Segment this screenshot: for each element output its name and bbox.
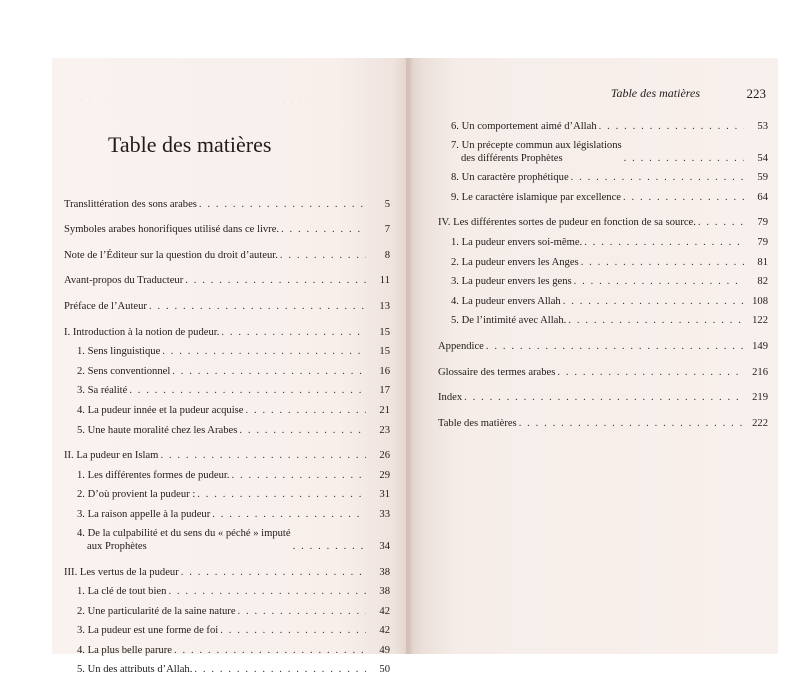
toc-entry bbox=[64, 482, 390, 502]
toc-entry-text: 6. Un comportement aimé d’Allah bbox=[451, 120, 597, 132]
toc-entry-page: 11 bbox=[379, 275, 390, 287]
toc-entry bbox=[438, 184, 768, 204]
toc-entry-text: Avant-propos du Traducteur bbox=[64, 275, 184, 287]
toc-entry-page: 53 bbox=[757, 120, 768, 132]
toc-entry-page: 29 bbox=[379, 469, 390, 481]
toc-entry bbox=[438, 249, 768, 269]
toc-entry-page: 222 bbox=[752, 417, 768, 429]
toc-entry bbox=[438, 210, 768, 230]
toc-entry bbox=[64, 521, 390, 553]
dot-leader bbox=[624, 152, 744, 165]
toc-list-left bbox=[64, 191, 390, 676]
book-spine bbox=[406, 58, 412, 654]
dot-leader bbox=[280, 249, 366, 262]
toc-entry-page: 34 bbox=[379, 540, 390, 552]
toc-entry-page: 16 bbox=[379, 365, 390, 377]
page-number: 223 bbox=[746, 86, 766, 101]
dot-leader bbox=[149, 300, 366, 313]
toc-entry-page: 42 bbox=[379, 625, 390, 637]
toc-entry-text-line: 4. De la culpabilité et du sens du « péché » imputé bbox=[77, 527, 291, 539]
toc-entry-text: 1. La clé de tout bien bbox=[77, 586, 167, 598]
toc-entry-text: I. Introduction à la notion de pudeur. bbox=[64, 326, 220, 338]
toc-entry bbox=[64, 191, 390, 211]
toc-entry bbox=[438, 410, 768, 430]
toc-entry-text: Translittération des sons arabes bbox=[64, 198, 197, 210]
dot-leader bbox=[698, 216, 744, 229]
toc-entry bbox=[438, 133, 768, 165]
toc-entry-text-line: des différents Prophètes bbox=[461, 152, 563, 164]
dot-leader bbox=[162, 345, 366, 358]
toc-entry bbox=[438, 288, 768, 308]
dot-leader bbox=[199, 198, 366, 211]
dot-leader bbox=[281, 223, 366, 236]
toc-entry-page: 15 bbox=[379, 346, 390, 358]
toc-entry-text: 3. La pudeur est une forme de foi bbox=[77, 625, 219, 637]
toc-entry-page: 108 bbox=[752, 295, 768, 307]
dot-leader bbox=[221, 326, 366, 339]
toc-entry-text: 4. La pudeur envers Allah bbox=[451, 295, 561, 307]
toc-entry-text: 2. D’où provient la pudeur : bbox=[77, 489, 196, 501]
toc-entry bbox=[64, 462, 390, 482]
toc-entry-text: Symboles arabes honorifiques utilisé dans ce livre. bbox=[64, 224, 280, 236]
toc-entry-page: 7 bbox=[384, 224, 390, 236]
toc-entry bbox=[438, 359, 768, 379]
toc-list-right bbox=[438, 113, 768, 430]
toc-entry-page: 15 bbox=[379, 326, 390, 338]
bleed-through-mark: · · · · · · · · bbox=[62, 94, 126, 106]
toc-entry-text: Note de l’Éditeur sur la question du droit d’auteur. bbox=[64, 249, 278, 261]
dot-leader bbox=[212, 508, 366, 521]
toc-entry bbox=[64, 618, 390, 638]
toc-entry-page: 49 bbox=[379, 644, 390, 656]
toc-entry-text: Index bbox=[438, 392, 463, 404]
dot-leader bbox=[197, 488, 366, 501]
toc-entry bbox=[64, 501, 390, 521]
toc-entry bbox=[64, 443, 390, 463]
dot-leader bbox=[172, 365, 366, 378]
toc-entry-page: 79 bbox=[757, 217, 768, 229]
dot-leader bbox=[246, 404, 367, 417]
toc-entry-page: 54 bbox=[757, 152, 768, 164]
toc-entry-page: 81 bbox=[757, 256, 768, 268]
toc-entry-page: 42 bbox=[379, 605, 390, 617]
toc-entry-text-line: 7. Un précepte commun aux législations bbox=[451, 139, 622, 151]
toc-entry bbox=[438, 113, 768, 133]
toc-entry-text: 3. La raison appelle à la pudeur bbox=[77, 508, 211, 520]
toc-entry-page: 17 bbox=[379, 385, 390, 397]
dot-leader bbox=[181, 566, 366, 579]
toc-entry-text: Glossaire des termes arabes bbox=[438, 366, 556, 378]
toc-entry-text bbox=[451, 139, 622, 165]
dot-leader bbox=[238, 605, 366, 618]
toc-entry bbox=[438, 269, 768, 289]
dot-leader bbox=[568, 314, 744, 327]
toc-entry-text: 4. La pudeur innée et la pudeur acquise bbox=[77, 404, 244, 416]
dot-leader bbox=[220, 624, 366, 637]
toc-entry bbox=[438, 229, 768, 249]
dot-leader bbox=[194, 663, 366, 676]
dot-leader bbox=[563, 295, 744, 308]
toc-entry-page: 33 bbox=[379, 508, 390, 520]
dot-leader bbox=[623, 191, 744, 204]
toc-entry bbox=[64, 217, 390, 237]
toc-entry-page: 149 bbox=[752, 340, 768, 352]
toc-entry-page: 122 bbox=[752, 315, 768, 327]
toc-entry bbox=[438, 333, 768, 353]
toc-entry bbox=[64, 358, 390, 378]
toc-entry-text: 4. La plus belle parure bbox=[77, 644, 173, 656]
toc-entry-page: 31 bbox=[379, 489, 390, 501]
toc-entry bbox=[64, 319, 390, 339]
toc-entry-text: 2. Une particularité de la saine nature bbox=[77, 605, 236, 617]
left-page bbox=[52, 58, 408, 676]
dot-leader bbox=[557, 366, 744, 379]
toc-entry-page: 38 bbox=[379, 586, 390, 598]
toc-entry-page: 219 bbox=[752, 392, 768, 404]
toc-entry-page: 13 bbox=[379, 300, 390, 312]
dot-leader bbox=[574, 275, 744, 288]
toc-entry-text: III. Les vertus de la pudeur bbox=[64, 566, 179, 578]
toc-entry bbox=[64, 242, 390, 262]
toc-entry-text: 1. Les différentes formes de pudeur. bbox=[77, 469, 230, 481]
dot-leader bbox=[160, 449, 366, 462]
toc-entry-page: 82 bbox=[757, 276, 768, 288]
dot-leader bbox=[581, 256, 744, 269]
toc-entry-page: 8 bbox=[384, 249, 390, 261]
toc-entry-text: 1. La pudeur envers soi-même. bbox=[451, 236, 583, 248]
toc-entry-text bbox=[77, 527, 291, 553]
toc-entry-page: 50 bbox=[379, 664, 390, 676]
toc-entry bbox=[64, 559, 390, 579]
toc-entry-page: 79 bbox=[757, 236, 768, 248]
toc-entry-page: 23 bbox=[379, 424, 390, 436]
toc-entry-text: 5. De l’intimité avec Allah. bbox=[451, 315, 567, 327]
toc-entry bbox=[438, 308, 768, 328]
toc-entry-page: 38 bbox=[379, 566, 390, 578]
toc-entry-text: 2. Sens conventionnel bbox=[77, 365, 171, 377]
toc-entry bbox=[64, 598, 390, 618]
toc-entry-text: 9. Le caractère islamique par excellence bbox=[451, 191, 621, 203]
dot-leader bbox=[584, 236, 744, 249]
toc-entry bbox=[64, 637, 390, 657]
dot-leader bbox=[239, 424, 366, 437]
toc-entry bbox=[438, 165, 768, 185]
toc-entry-page: 5 bbox=[384, 198, 390, 210]
toc-entry-text: Préface de l’Auteur bbox=[64, 300, 147, 312]
bleed-through-mark: · · · · · · · bbox=[282, 98, 338, 110]
toc-entry-page: 216 bbox=[752, 366, 768, 378]
toc-entry bbox=[64, 657, 390, 677]
toc-entry bbox=[64, 579, 390, 599]
toc-entry bbox=[64, 378, 390, 398]
toc-entry bbox=[64, 293, 390, 313]
dot-leader bbox=[231, 469, 366, 482]
dot-leader bbox=[599, 120, 744, 133]
toc-entry-page: 21 bbox=[379, 404, 390, 416]
dot-leader bbox=[185, 274, 366, 287]
dot-leader bbox=[293, 540, 366, 553]
toc-entry-text: 3. La pudeur envers les gens bbox=[451, 276, 572, 288]
toc-entry-text: Appendice bbox=[438, 340, 484, 352]
right-page bbox=[408, 58, 778, 654]
toc-entry-text: Table des matières bbox=[438, 417, 517, 429]
running-head-title: Table des matières bbox=[610, 86, 700, 100]
dot-leader bbox=[571, 171, 744, 184]
toc-entry bbox=[64, 397, 390, 417]
toc-entry-text: 5. Un des attributs d’Allah. bbox=[77, 664, 193, 676]
toc-entry bbox=[64, 417, 390, 437]
dot-leader bbox=[129, 384, 366, 397]
toc-entry-page: 59 bbox=[757, 172, 768, 184]
toc-entry-text: 3. Sa réalité bbox=[77, 385, 128, 397]
open-book bbox=[52, 58, 778, 676]
dot-leader bbox=[168, 585, 366, 598]
toc-entry-text-line: aux Prophètes bbox=[87, 540, 147, 552]
toc-entry-page: 64 bbox=[757, 191, 768, 203]
toc-entry-text: 2. La pudeur envers les Anges bbox=[451, 256, 579, 268]
toc-entry-text: 1. Sens linguistique bbox=[77, 346, 161, 358]
toc-entry-text: IV. Les différentes sortes de pudeur en fonction de sa source. bbox=[438, 217, 696, 229]
toc-entry-text: 5. Une haute moralité chez les Arabes bbox=[77, 424, 238, 436]
toc-entry bbox=[438, 385, 768, 405]
dot-leader bbox=[486, 340, 744, 353]
dot-leader bbox=[464, 391, 744, 404]
toc-title: Table des matières bbox=[108, 132, 272, 157]
toc-entry-text: 8. Un caractère prophétique bbox=[451, 172, 569, 184]
dot-leader bbox=[519, 417, 744, 430]
toc-entry bbox=[64, 268, 390, 288]
toc-entry-page: 26 bbox=[379, 450, 390, 462]
toc-entry-text: II. La pudeur en Islam bbox=[64, 450, 159, 462]
dot-leader bbox=[174, 644, 366, 657]
toc-entry bbox=[64, 339, 390, 359]
